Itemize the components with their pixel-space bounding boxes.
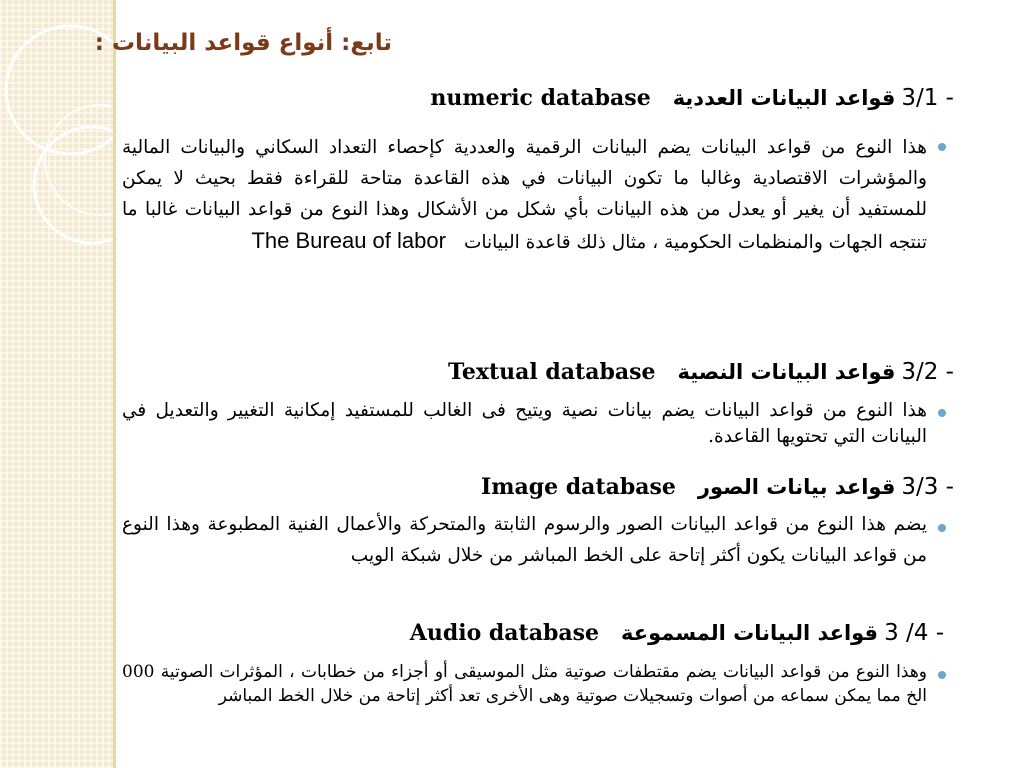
english-heading: Textual database <box>448 359 656 385</box>
section-number: 3/2 - <box>901 359 954 385</box>
section-body-numeric <box>122 132 927 258</box>
section-heading-numeric <box>430 85 954 111</box>
body-english-inline: The Bureau of labor <box>251 228 446 253</box>
section-number: 3/3 - <box>901 474 954 500</box>
bullet-icon <box>938 524 946 532</box>
arabic-heading: قواعد بيانات الصور <box>697 475 896 499</box>
panel-divider <box>113 0 116 768</box>
section-number: 3/1 - <box>901 85 954 111</box>
section-heading-image <box>481 474 954 500</box>
body-text: هذا النوع من قواعد البيانات يضم البيانات الرقمية والعددية كإحصاء التعداد السكاني والبيانات المالية والمؤشرات الاقتصادية وغالبا ما تكون البيانات في هذه القاعدة متاحة للقراءة فقط بحيث لا يمكن للمستفيد أن يغير أو يعدل من هذه البيانات بأي شكل من الأشكال وهذا النوع من قواعد البيانات غالبا ما تنتجه الجهات والمنظمات الحكومية ، مثال ذلك قاعدة البيانات <box>122 137 927 253</box>
section-number: 3 /4 - <box>884 620 944 646</box>
slide-title: تابع: أنواع قواعد البيانات : <box>94 30 392 56</box>
english-heading: numeric database <box>430 85 651 111</box>
arabic-heading: قواعد البيانات المسموعة <box>621 621 879 645</box>
section-body-textual: هذا النوع من قواعد البيانات يضم بيانات نصية ويتيح فى الغالب للمستفيد إمكانية التغيير والتعديل في البيانات التي تحتويها القاعدة. <box>122 400 927 447</box>
decorative-side-panel <box>0 0 113 768</box>
section-heading-audio <box>410 620 944 646</box>
section-body-audio: وهذا النوع من قواعد البيانات يضم مقتطفات صوتية مثل الموسيقى أو أجزاء من خطابات ، المؤثرات الصوتية 000 الخ مما يمكن سماعه من أصوات وتسجيلات صوتية وهى الأخرى تعد أكثر إتاحة من خلال الخط المباشر <box>122 662 927 706</box>
arabic-heading: قواعد البيانات العددية <box>672 86 896 110</box>
bullet-icon <box>938 671 946 679</box>
bullet-icon <box>938 409 946 417</box>
english-heading: Audio database <box>409 620 599 646</box>
section-heading-textual <box>448 359 954 385</box>
bullet-icon <box>938 143 946 151</box>
english-heading: Image database <box>480 474 676 500</box>
arabic-heading: قواعد البيانات النصية <box>677 360 896 384</box>
decorative-circles <box>0 0 113 768</box>
section-body-image: يضم هذا النوع من قواعد البيانات الصور والرسوم الثابتة والمتحركة والأعمال الفنية المطبوعة وهذا النوع من قواعد البيانات يكون أكثر إتاحة على الخط المباشر من خلال شبكة الويب <box>122 514 927 566</box>
